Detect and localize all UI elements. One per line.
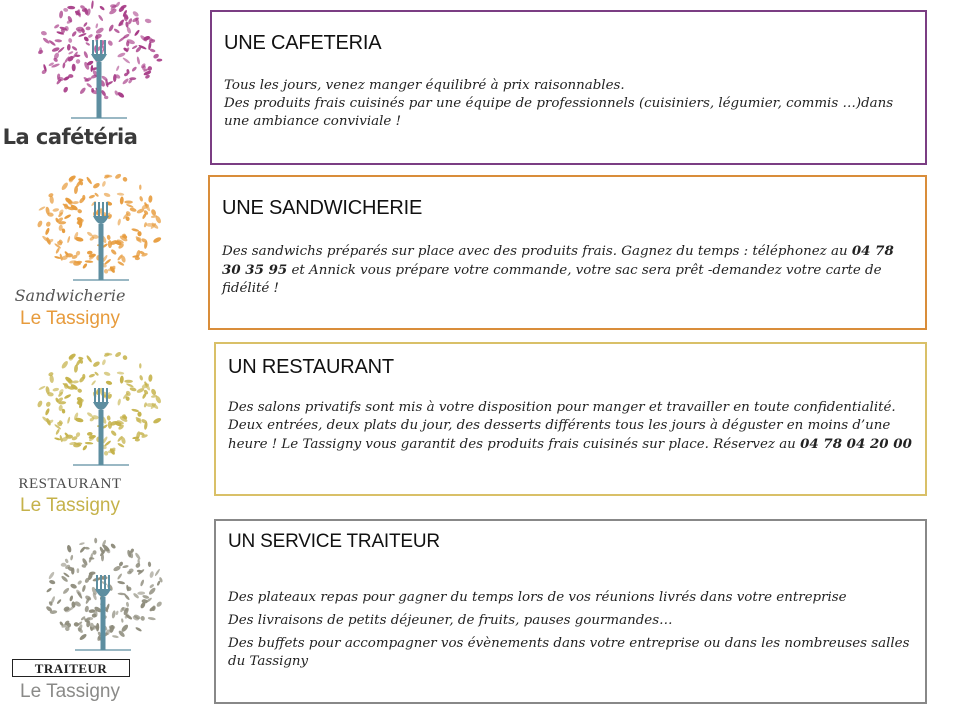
leaf [148,374,153,382]
leaf [107,240,111,248]
leaf [55,428,60,435]
leaf [131,10,139,17]
leaf [140,616,145,622]
leaf [93,192,98,197]
leaf [133,29,140,36]
leaf [67,38,72,43]
leaf [72,380,79,383]
leaf [116,573,122,580]
leaf [152,417,162,425]
leaf [103,451,108,456]
leaf [60,182,69,192]
leaf [138,196,143,202]
fork-tine [98,388,100,404]
leaf [111,610,116,619]
leaf [45,401,51,408]
sandwicherie-text-part-2: et Annick vous prépare votre commande, votre sac sera prêt -demandez votre carte de fidélité ! [222,263,882,296]
leaf [44,408,50,416]
leaf [52,387,59,392]
tree-fork-icon [33,340,173,470]
leaf [44,227,50,235]
leaf [103,269,108,274]
leaf [66,44,70,51]
traiteur-logo-sublabel: Le Tassigny [20,681,120,702]
fork-tine [98,202,100,218]
leaf [82,22,87,28]
leaf [94,538,97,544]
cafeteria-section [210,10,927,165]
leaf [71,45,78,51]
leaf [67,6,75,10]
leaf [117,218,121,225]
leaf [62,587,70,595]
leaf [78,633,87,641]
leaf [62,62,66,68]
fork-handle [100,597,105,650]
fork-tine [96,40,98,56]
leaf [116,52,125,58]
fork-tine [104,40,106,56]
leaf [92,360,101,367]
leaf [84,260,93,263]
tree-fork-icon [33,0,173,122]
leaf [150,388,157,396]
leaf [131,408,139,412]
leaf [114,351,122,358]
leaf [103,371,111,377]
traiteur-line-2: Des livraisons de petits déjeuner, de fruits, pauses gourmandes… [228,613,673,628]
leaf [124,380,133,383]
leaf [149,48,155,53]
leaf [36,400,43,408]
leaf [78,87,86,95]
leaf [75,59,81,65]
leaf [71,64,75,72]
sandwicherie-logo-sublabel: Le Tassigny [20,308,120,329]
leaf [55,247,60,254]
leaf [120,618,123,623]
leaf [147,587,156,596]
fork-tine [94,202,96,218]
leaf [38,206,46,212]
leaf [142,594,150,599]
leaf [125,602,129,607]
leaf [85,42,90,46]
traiteur-line-1: Des plateaux repas pour gagner du temps lors de vos réunions livrés dans votre entreprise [228,590,847,605]
leaf [93,371,98,376]
fork-head [93,216,109,224]
fork-tine [104,575,106,591]
restaurant-phone[interactable]: 04 78 04 20 00 [800,436,912,452]
fork-tine [106,388,108,404]
leaf [111,635,118,639]
restaurant-logo-label: RESTAURANT [18,476,122,492]
leaf [72,201,79,204]
leaf [109,543,116,550]
leaf [67,51,73,55]
leaf [88,373,95,378]
leaf [106,234,111,240]
restaurant-text-part-1: Des salons privatifs sont mis à votre disposition pour manger et travailler en toute confidentialité. Deux entrées, deux plats du jour, des desserts différents tous les jours à déguster en moins d’une heure ! Le Tassigny vous garantit des produits frais cuisinés sur place. Réservez au [228,400,896,452]
leaf [137,591,145,595]
leaf [138,375,143,381]
fork-tine [102,388,104,404]
leaf [53,24,59,30]
leaf [119,196,123,204]
leaf [116,371,124,375]
leaf [115,65,119,71]
leaf [121,354,127,360]
fork-handle [96,62,101,118]
leaf [82,51,88,59]
cafeteria-title: UNE CAFETERIA [224,32,382,54]
fork-tine [102,202,104,218]
leaf [79,546,86,553]
leaf [122,565,129,569]
leaf [122,57,130,64]
leaf [76,568,79,573]
leaf [152,53,159,59]
leaf [81,585,86,593]
leaf [63,214,71,220]
leaf [117,398,121,405]
leaf [119,375,123,383]
leaf [154,568,160,576]
leaf [62,86,68,93]
cafeteria-line-1: Tous les jours, venez manger équilibré à prix raisonnables. [224,78,625,93]
fork-tine [106,202,108,218]
fork-handle [98,224,103,280]
leaf [45,587,51,593]
leaf [56,599,62,605]
leaf [114,173,122,180]
restaurant-title: UN RESTAURANT [228,356,394,378]
leaf [84,442,93,445]
leaf [103,192,111,198]
leaf [81,445,87,452]
traiteur-logo-label: TRAITEUR [12,659,130,677]
leaf [92,182,101,189]
leaf [97,14,103,21]
leaf [121,78,129,86]
cafeteria-text [224,77,913,131]
leaf [95,23,98,28]
tree-fork-icon [33,160,173,285]
cafeteria-line-2: Des produits frais cuisinés par une équipe de professionnels (cuisiniers, légumier, commis …)dans une ambiance conviviale ! [224,96,894,129]
leaf [66,416,70,424]
leaf [139,363,141,368]
leaf [45,221,51,228]
leaf [121,176,127,182]
leaf [85,82,92,88]
leaf [147,617,155,621]
leaf [60,360,69,370]
leaf [98,5,104,11]
leaf [117,580,125,584]
leaf [124,200,133,203]
fork-tine [100,40,102,56]
leaf [147,66,152,71]
leaf [81,263,87,270]
leaf [76,580,82,586]
leaf [54,39,62,43]
restaurant-logo-sublabel: Le Tassigny [20,495,120,516]
fork-handle [98,410,103,465]
leaf [106,40,113,47]
leaf [101,359,106,366]
leaf [64,558,69,563]
leaf [85,355,92,364]
leaf [137,231,141,236]
leaf [115,610,119,615]
leaf [134,552,141,560]
traiteur-section [214,519,927,704]
fork-tine [92,40,94,56]
cafeteria-logo-label: La cafétéria [2,125,138,149]
leaf [110,430,117,437]
sandwicherie-text [222,242,913,298]
leaf [139,579,144,587]
leaf [107,24,114,32]
leaf [68,595,73,602]
fork-head [93,402,109,410]
sandwicherie-phone[interactable]: 04 78 30 35 95 [222,243,894,278]
leaf [134,562,141,569]
sandwicherie-logo-label: Sandwicherie [14,286,126,305]
traiteur-line-3: Des buffets pour accompagner vos évènements dans votre entreprise ou dans les nombreuses salles du Tassigny [228,636,910,669]
leaf [144,18,151,24]
traiteur-title: UN SERVICE TRAITEUR [228,531,440,552]
leaf [116,192,124,196]
leaf [106,415,111,421]
leaf [129,77,136,80]
fork-tine [100,575,102,591]
leaf [52,208,59,213]
leaf [66,545,72,553]
leaf [58,10,63,18]
leaf [84,606,89,613]
leaf [63,393,71,399]
leaf [90,380,96,386]
fork-head [95,589,111,597]
sandwicherie-section [208,175,927,330]
leaf [148,195,153,203]
leaf [107,421,111,429]
leaf [71,30,77,37]
leaf [117,19,125,27]
fork-tine [108,575,110,591]
leaf [69,555,73,561]
leaf [110,248,117,255]
restaurant-text [228,399,913,454]
fork-head [91,54,107,62]
leaf [131,228,139,232]
leaf [125,203,133,208]
leaf [50,596,56,605]
leaf [101,181,106,188]
leaf [78,542,84,546]
leaf [136,56,140,65]
leaf [152,236,162,244]
fork-tine [94,388,96,404]
leaf [105,380,112,386]
tree-fork-icon [33,530,173,655]
restaurant-section [214,342,927,496]
leaf [139,185,141,190]
leaf [125,383,133,388]
fork-tine [96,575,98,591]
leaf [131,66,137,72]
leaf [156,58,162,61]
sandwicherie-text-part-1: Des sandwichs préparés sur place avec des produits frais. Gagnez du temps : téléphonez au [222,244,852,259]
leaf [48,579,55,585]
leaf [85,176,92,185]
leaf [147,561,151,567]
leaf [47,571,54,580]
leaf [85,26,90,30]
leaf [155,601,162,608]
leaf [129,387,137,392]
leaf [129,207,137,212]
leaf [90,0,93,9]
leaf [103,95,108,99]
sandwicherie-title: UNE SANDWICHERIE [222,197,423,219]
leaf [40,30,47,36]
leaf [66,236,70,244]
leaf [134,626,141,632]
leaf [149,571,154,579]
leaf [113,28,120,34]
leaf [87,34,93,39]
leaf [88,194,95,199]
leaf [69,583,77,590]
leaf [36,220,43,228]
leaf [137,411,141,416]
leaf [38,385,46,391]
